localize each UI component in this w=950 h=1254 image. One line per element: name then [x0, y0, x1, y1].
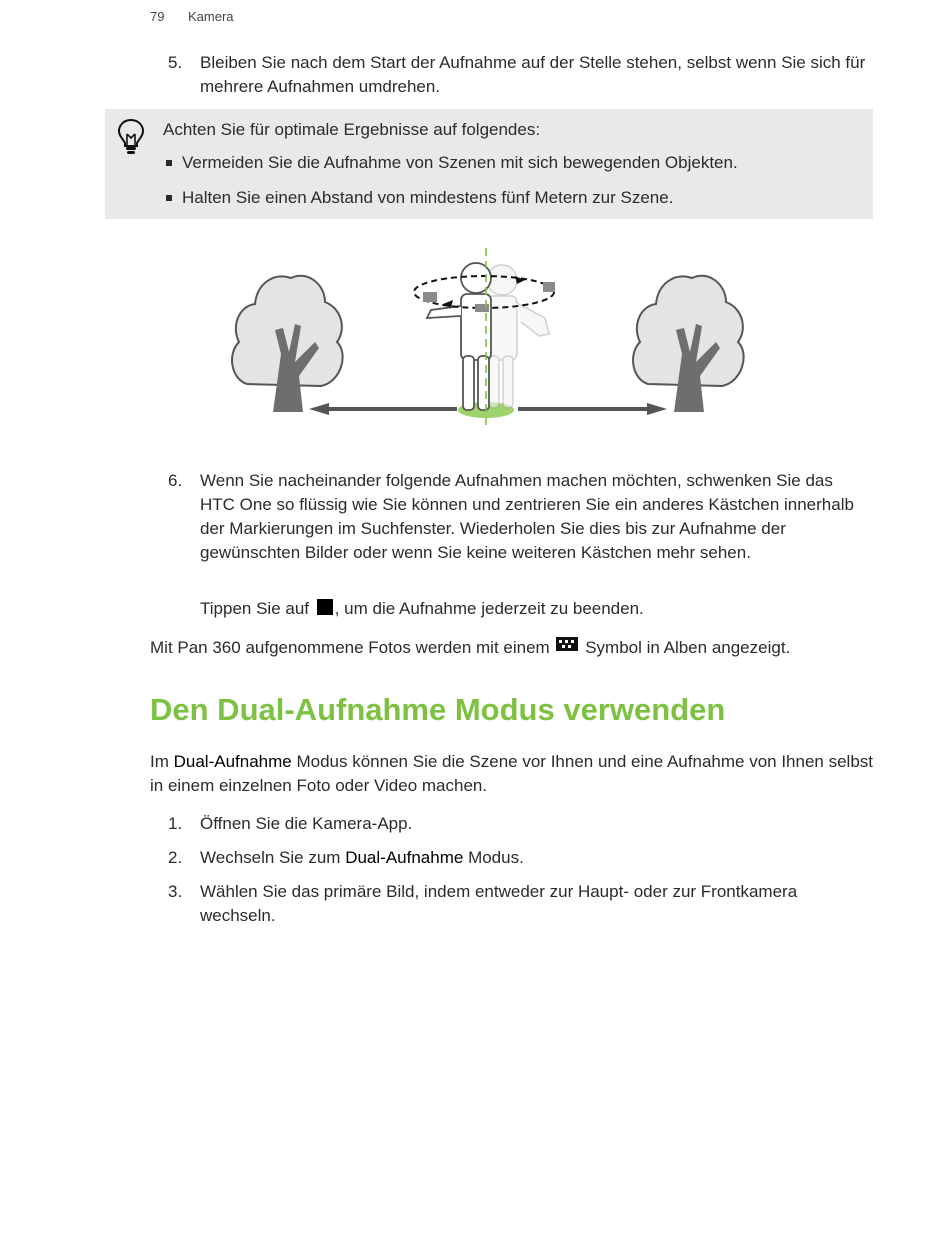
section-heading: Den Dual-Aufnahme Modus verwenden	[150, 692, 726, 727]
step-text: Öffnen Sie die Kamera-App.	[200, 814, 413, 833]
stop-text-before: Tippen Sie auf	[200, 599, 309, 618]
step-text: Wenn Sie nacheinander folgende Aufnahmen machen möchten, schwenken Sie das HTC One so flüssig wie Sie können und zentrieren Sie ein anderes Kästchen innerhalb der Markierungen im Suchfenster. Wiederholen Sie dies bis zur Aufnahme der gewünschten Bilder oder wenn Sie keine weiteren Kästchen mehr sehen.	[200, 471, 854, 562]
mode-name: Dual-Aufnahme	[345, 848, 464, 867]
tree-right-icon	[633, 276, 744, 412]
step-number: 5.	[168, 53, 183, 72]
running-header	[150, 9, 234, 24]
step-text: Bleiben Sie nach dem Start der Aufnahme auf der Stelle stehen, selbst wenn Sie sich für mehrere Aufnahmen umdrehen.	[200, 53, 866, 96]
panorama-rotation-illustration	[225, 244, 755, 430]
stop-button-icon	[317, 599, 333, 615]
lightbulb-icon	[117, 118, 145, 156]
step-number: 3.	[168, 882, 183, 901]
bullet-text: Vermeiden Sie die Aufnahme von Szenen mit sich bewegenden Objekten.	[182, 153, 738, 172]
bullet-text: Halten Sie einen Abstand von mindestens fünf Metern zur Szene.	[182, 188, 674, 207]
section-title: Kamera	[188, 9, 234, 24]
pan-note-after: Symbol in Alben angezeigt.	[585, 638, 791, 657]
intro-prefix: Im	[150, 752, 169, 771]
mode-name: Dual-Aufnahme	[173, 752, 292, 771]
pan360-note	[150, 636, 875, 660]
tree-left-icon	[232, 276, 343, 412]
stop-text-after: , um die Aufnahme jederzeit zu beenden.	[334, 599, 644, 618]
step-text: Wählen Sie das primäre Bild, indem entweder zur Haupt- oder zur Frontkamera wechseln.	[200, 882, 798, 925]
step-number: 1.	[168, 814, 183, 833]
step-number: 2.	[168, 848, 183, 867]
step-suffix: Modus.	[468, 848, 524, 867]
bullet-marker	[166, 160, 172, 166]
tip-intro: Achten Sie für optimale Ergebnisse auf folgendes:	[163, 120, 541, 139]
page-number: 79	[150, 9, 165, 24]
stop-instruction	[200, 597, 644, 621]
pan-note-before: Mit Pan 360 aufgenommene Fotos werden mit einem	[150, 638, 550, 657]
step-text	[200, 846, 872, 870]
step-number: 6.	[168, 471, 183, 490]
section-intro	[150, 750, 875, 798]
step-prefix: Wechseln Sie zum	[200, 848, 341, 867]
bullet-marker	[166, 195, 172, 201]
pan360-icon	[556, 637, 578, 651]
intro-rest: Modus können Sie die Szene vor Ihnen und eine Aufnahme von Ihnen selbst in einem einzelnen Foto oder Video machen.	[150, 752, 873, 795]
